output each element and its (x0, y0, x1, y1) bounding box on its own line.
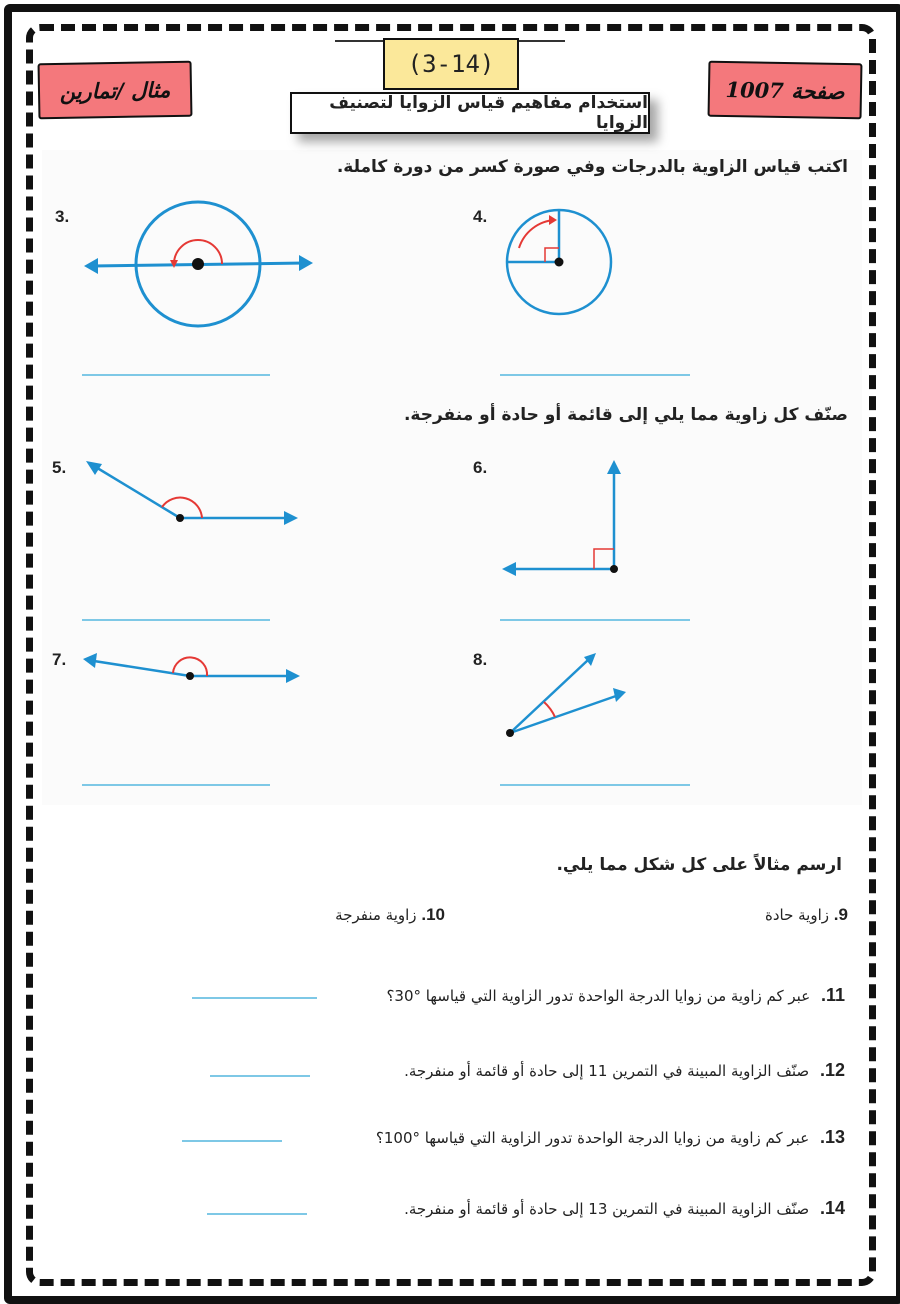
answer-line-13[interactable] (182, 1140, 282, 1142)
figure-4 (505, 208, 617, 320)
item-4-number: 4. (473, 207, 488, 226)
item-7-number: 7. (52, 650, 67, 669)
item-3-number: 3. (55, 207, 70, 226)
answer-line-11[interactable] (192, 997, 317, 999)
arrow-8-lower (613, 688, 626, 702)
item-9 (765, 905, 848, 925)
arrow-3-right (299, 255, 313, 271)
item-8-number: 8. (473, 650, 488, 669)
section2-instruction: صنّف كل زاوية مما يلي إلى قائمة أو حادة أو منفرجة. (403, 405, 848, 425)
question-13-text: عبر كم زاوية من زوايا الدرجة الواحدة تدور الزاوية التي قياسها °100؟ (375, 1129, 810, 1147)
arc-8 (544, 702, 555, 717)
ray-8-upper (510, 660, 588, 733)
figure-7 (80, 648, 305, 693)
question-13-number: 13. (819, 1127, 845, 1147)
question-11-number: 11. (820, 985, 845, 1005)
ray-5-left (94, 466, 180, 518)
figure-6 (498, 455, 628, 580)
vertex-5 (176, 514, 184, 522)
answer-line-7[interactable] (82, 784, 270, 786)
lesson-code: (3-14) (383, 38, 519, 90)
answer-line-14[interactable] (207, 1213, 307, 1215)
page-number-tag: صفحة 1007 (708, 61, 863, 120)
question-11 (386, 985, 845, 1006)
arrow-6-up (607, 460, 621, 474)
question-12-text: صنّف الزاوية المبينة في التمرين 11 إلى حادة أو قائمة أو منفرجة. (404, 1062, 810, 1080)
arrow-6-left (502, 562, 516, 576)
figure-5 (80, 455, 305, 535)
ray-7-left (94, 661, 190, 676)
item-9-text: زاوية حادة (764, 906, 830, 924)
vertex-4 (555, 258, 564, 267)
vertex-8 (506, 729, 514, 737)
question-13 (376, 1127, 845, 1148)
arrow-3-left (84, 258, 98, 274)
ray-8-lower (510, 696, 616, 733)
question-14 (404, 1198, 845, 1219)
arrow-7-right (286, 669, 300, 683)
item-10 (335, 905, 445, 925)
vertex-3 (192, 258, 204, 270)
figure-8 (500, 648, 635, 743)
answer-line-4[interactable] (500, 374, 690, 376)
section1-instruction: اكتب قياس الزاوية بالدرجات وفي صورة كسر من دورة كاملة. (336, 157, 848, 177)
arrow-5-right (284, 511, 298, 525)
question-11-text: عبر كم زاوية من زوايا الدرجة الواحدة تدور الزاوية التي قياسها °30؟ (386, 987, 811, 1005)
right-angle-6 (594, 549, 614, 569)
item-10-text: زاوية منفرجة (335, 906, 417, 924)
answer-line-8[interactable] (500, 784, 690, 786)
vertex-6 (610, 565, 618, 573)
question-12-number: 12. (819, 1060, 845, 1080)
item-9-number: 9. (833, 905, 848, 924)
answer-line-6[interactable] (500, 619, 690, 621)
example-tag: مثال /تمارين (38, 61, 193, 120)
question-14-number: 14. (819, 1198, 845, 1218)
arc-4-arrow (549, 215, 557, 225)
lesson-title: استخدام مفاهيم قياس الزوايا لتصنيف الزوايا (290, 92, 650, 134)
arrow-7-left (83, 653, 97, 668)
answer-line-12[interactable] (210, 1075, 310, 1077)
question-12 (404, 1060, 845, 1081)
answer-line-3[interactable] (82, 374, 270, 376)
item-10-number: 10. (421, 905, 445, 924)
section3-instruction: ارسم مثالاً على كل شكل مما يلي. (556, 855, 842, 875)
figure-3 (80, 200, 320, 330)
question-14-text: صنّف الزاوية المبينة في التمرين 13 إلى حادة أو قائمة أو منفرجة. (404, 1200, 810, 1218)
answer-line-5[interactable] (82, 619, 270, 621)
item-6-number: 6. (473, 458, 488, 477)
arrow-8-upper (584, 653, 596, 666)
item-5-number: 5. (52, 458, 67, 477)
vertex-7 (186, 672, 194, 680)
